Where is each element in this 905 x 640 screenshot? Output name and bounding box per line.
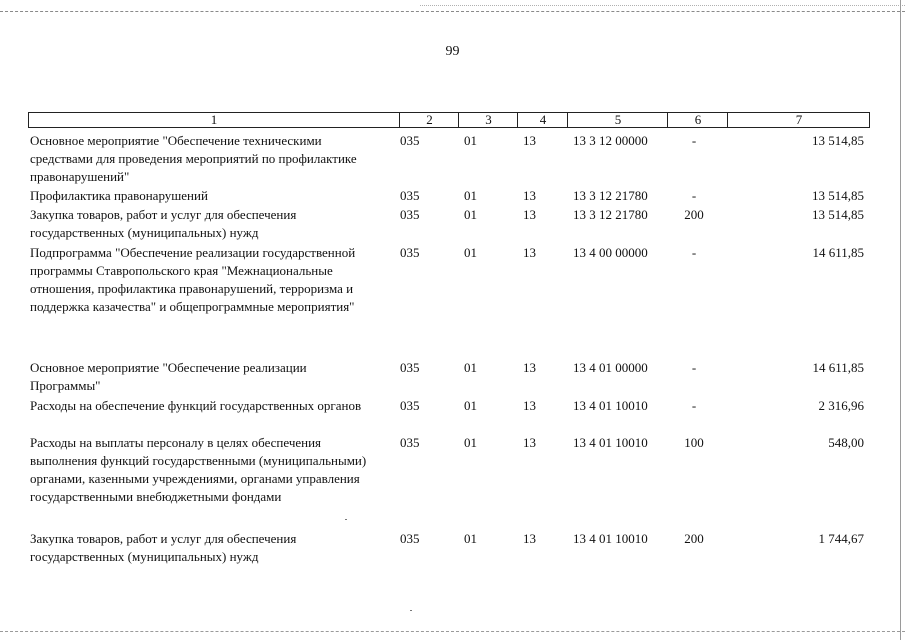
row-col-2: 035 (400, 207, 420, 222)
row-col-5: 13 4 01 10010 (573, 531, 648, 546)
header-col-3: 3 (458, 113, 518, 127)
row-col-4: 13 (523, 188, 536, 203)
row-col-5: 13 4 01 10010 (573, 398, 648, 413)
row-col-2: 035 (400, 435, 420, 450)
row-col-7: 14 611,85 (812, 245, 864, 260)
row-col-7: 2 316,96 (818, 398, 864, 413)
row-col-7: 14 611,85 (812, 360, 864, 375)
row-col-2: 035 (400, 398, 420, 413)
row-col-4: 13 (523, 360, 536, 375)
header-col-1: 1 (210, 112, 218, 127)
scan-border-top-faint (420, 5, 905, 6)
header-col-4: 4 (517, 113, 568, 127)
row-col-3: 01 (464, 207, 477, 222)
header-col-6: 6 (667, 113, 728, 127)
row-col-7: 13 514,85 (812, 133, 864, 148)
row-col-3: 01 (464, 188, 477, 203)
row-col-5: 13 4 01 00000 (573, 360, 648, 375)
row-col-4: 13 (523, 133, 536, 148)
row-col-4: 13 (523, 207, 536, 222)
row-col-3: 01 (464, 531, 477, 546)
header-col-5: 5 (567, 113, 668, 127)
row-col-2: 035 (400, 188, 420, 203)
scan-border-right (900, 0, 901, 640)
row-col-6: - (691, 360, 697, 375)
row-col-6: - (691, 398, 697, 413)
row-col-4: 13 (523, 245, 536, 260)
scan-border-top (0, 11, 905, 12)
header-col-2: 2 (399, 113, 459, 127)
budget-table (28, 112, 870, 564)
row-col-6: 200 (684, 207, 704, 222)
row-col-6: - (691, 245, 697, 260)
row-col-6: - (691, 188, 697, 203)
row-col-3: 01 (464, 435, 477, 450)
row-col-2: 035 (400, 245, 420, 260)
row-col-5: 13 3 12 00000 (573, 133, 648, 148)
scan-speck (345, 519, 347, 520)
row-col-7: 548,00 (828, 435, 864, 450)
row-col-7: 13 514,85 (812, 207, 864, 222)
row-name: Закупка товаров, работ и услуг для обеспечения государственных (муниципальных) нужд (30, 207, 297, 240)
row-col-2: 035 (400, 133, 420, 148)
row-name: Профилактика правонарушений (30, 188, 208, 203)
row-col-6: 200 (684, 531, 704, 546)
row-name: Подпрограмма "Обеспечение реализации государственной программы Ставропольского края "Межнациональные отношения, профилактика правонарушений, терроризма и поддержка казачества" и общепрограммные мероприятия" (30, 245, 356, 314)
row-col-3: 01 (464, 245, 477, 260)
row-col-5: 13 4 00 00000 (573, 245, 648, 260)
page-number: 99 (445, 44, 460, 59)
row-col-7: 1 744,67 (818, 531, 864, 546)
header-col-7: 7 (727, 113, 870, 127)
row-name: Основное мероприятие "Обеспечение реализации Программы" (30, 360, 307, 393)
row-col-5: 13 3 12 21780 (573, 207, 648, 222)
row-col-3: 01 (464, 360, 477, 375)
row-col-5: 13 3 12 21780 (573, 188, 648, 203)
row-col-7: 13 514,85 (812, 188, 864, 203)
row-name: Расходы на выплаты персоналу в целях обеспечения выполнения функций государственными (муниципальными) органами, казенными учреждениями, органами управления государственными внебюджетными фондами (30, 435, 367, 504)
row-name: Основное мероприятие "Обеспечение техническими средствами для проведения мероприятий по профилактике правонарушений" (30, 133, 357, 184)
row-name: Расходы на обеспечение функций государственных органов (30, 398, 362, 413)
row-col-4: 13 (523, 531, 536, 546)
table-header (28, 112, 870, 128)
row-col-3: 01 (464, 398, 477, 413)
row-col-6: 100 (684, 435, 704, 450)
row-col-6: - (691, 133, 697, 148)
row-col-4: 13 (523, 398, 536, 413)
row-col-2: 035 (400, 360, 420, 375)
scan-border-bottom (0, 631, 905, 632)
row-col-2: 035 (400, 531, 420, 546)
row-col-4: 13 (523, 435, 536, 450)
row-name: Закупка товаров, работ и услуг для обеспечения государственных (муниципальных) нужд (30, 531, 297, 564)
row-col-5: 13 4 01 10010 (573, 435, 648, 450)
scan-speck (410, 610, 412, 611)
row-col-3: 01 (464, 133, 477, 148)
